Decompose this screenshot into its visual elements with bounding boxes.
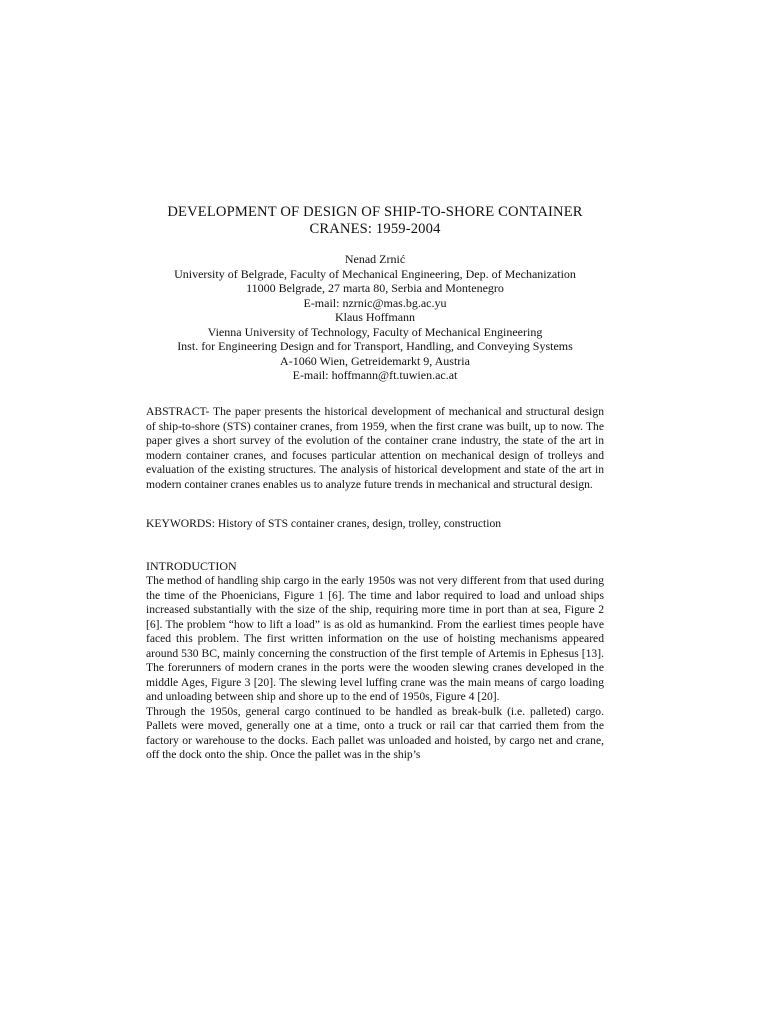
- author-email: E-mail: hoffmann@ft.tuwien.ac.at: [292, 368, 458, 382]
- author-address: A-1060 Wien, Getreidemarkt 9, Austria: [280, 353, 470, 368]
- introduction-body: [146, 574, 604, 763]
- author-institute: Inst. for Engineering Design and for Transport, Handling, and Conveying Systems: [177, 339, 573, 353]
- author-email: E-mail: nzrnic@mas.bg.ac.yu: [303, 295, 447, 310]
- paper-title-line-1: DEVELOPMENT OF DESIGN OF SHIP-TO-SHORE CONTAINER: [167, 204, 583, 220]
- author-name: Nenad Zrnić: [344, 252, 406, 266]
- author-name: Klaus Hoffmann: [334, 310, 416, 324]
- abstract-paragraph: ABSTRACT- The paper presents the historical development of mechanical and structural design of ship-to-shore (STS) container cranes, from 1959, when the first crane was built, up to now. The paper gives a short survey of the evolution of the container crane industry, the state of the art in modern container cranes, and focuses particular attention on mechanical design of trolleys and evaluation of the existing structures. The analysis of historical development and state of the art in modern container cranes enables us to analyze future trends in mechanical and structural design.: [146, 405, 604, 491]
- paper-title-line-2: CRANES: 1959-2004: [309, 221, 441, 237]
- author-block: [146, 252, 604, 383]
- keywords-line: KEYWORDS: History of STS container cranes, design, trolley, construction: [146, 517, 502, 530]
- section-heading-introduction: INTRODUCTION: [146, 559, 237, 573]
- body-paragraph: Through the 1950s, general cargo continued to be handled as break-bulk (i.e. palleted) cargo. Pallets were moved, generally one at a time, onto a truck or rail car that carried them from the factory or warehouse to the docks. Each pallet was unloaded and hoisted, by cargo net and crane, off the dock onto the ship. Once the pallet was in the ship’s: [146, 704, 604, 761]
- paper-title: [146, 204, 604, 238]
- author-address: 11000 Belgrade, 27 marta 80, Serbia and Montenegro: [246, 281, 504, 295]
- author-affiliation: University of Belgrade, Faculty of Mechanical Engineering, Dep. of Mechanization: [174, 266, 576, 281]
- body-paragraph: The method of handling ship cargo in the early 1950s was not very different from that used during the time of the Phoenicians, Figure 1 [6]. The time and labor required to load and unload ships increased substantially with the size of the ship, requiring more time in port than at sea, Figure 2 [6]. The problem “how to lift a load” is as old as humankind. From the earliest times people have faced this problem. The first written information on the use of hoisting mechanisms appeared around 530 BC, mainly concerning the construction of the first temple of Artemis in Ephesus [13]. The forerunners of modern cranes in the ports were the wooden slewing cranes developed in the middle Ages, Figure 3 [20]. The slewing level luffing crane was the main means of cargo loading and unloading between ship and shore up to the end of 1950s, Figure 4 [20].: [146, 574, 604, 703]
- author-affiliation: Vienna University of Technology, Faculty of Mechanical Engineering: [207, 324, 543, 339]
